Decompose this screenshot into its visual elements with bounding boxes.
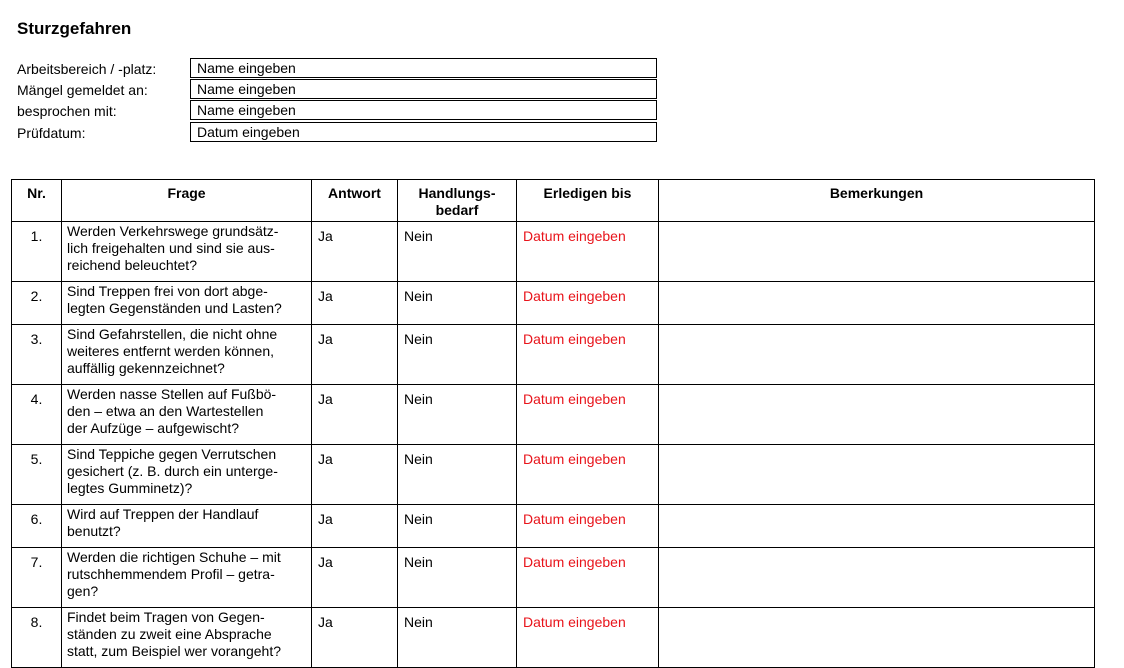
question-line: rutschhemmendem Profil – getra- <box>67 566 275 582</box>
action-needed-field[interactable]: Nein <box>398 445 517 505</box>
answer-field[interactable]: Ja <box>312 608 398 668</box>
question-line: Werden nasse Stellen auf Fußbö- <box>67 386 277 402</box>
question-line: reichend beleuchtet? <box>67 257 197 273</box>
remarks-field[interactable] <box>659 548 1095 608</box>
due-date-placeholder: Datum eingeben <box>523 511 626 527</box>
answer-field[interactable]: Ja <box>312 445 398 505</box>
row-number: 3. <box>12 325 62 385</box>
due-date-placeholder: Datum eingeben <box>523 288 626 304</box>
header-handlungsbedarf <box>398 180 517 222</box>
question-line: gen? <box>67 583 99 599</box>
maengel-gemeldet-field[interactable]: Name eingeben <box>190 79 657 99</box>
answer-field[interactable]: Ja <box>312 548 398 608</box>
row-number: 8. <box>12 608 62 668</box>
besprochen-mit-field[interactable]: Name eingeben <box>190 100 657 120</box>
question-line: legten Gegenständen und Lasten? <box>67 300 282 316</box>
action-needed-field[interactable]: Nein <box>398 505 517 548</box>
question-line: Wird auf Treppen der Handlauf <box>67 506 259 522</box>
due-date-placeholder: Datum eingeben <box>523 391 626 407</box>
table-row <box>12 222 1095 282</box>
question-line: Sind Gefahrstellen, die nicht ohne <box>67 326 278 342</box>
action-needed-field[interactable]: Nein <box>398 325 517 385</box>
header-nr: Nr. <box>12 180 62 222</box>
row-number: 5. <box>12 445 62 505</box>
meta-label-pruefdatum: Prüfdatum: <box>17 125 86 141</box>
pruefdatum-field[interactable]: Datum eingeben <box>190 122 657 142</box>
table-row <box>12 505 1095 548</box>
question-cell <box>62 325 312 385</box>
checklist-table <box>11 179 1095 668</box>
due-date-field[interactable] <box>517 385 659 445</box>
due-date-placeholder: Datum eingeben <box>523 614 626 630</box>
due-date-field[interactable] <box>517 222 659 282</box>
question-line: weiteres entfernt werden können, <box>67 343 275 359</box>
question-cell <box>62 385 312 445</box>
header-handlungsbedarf-line1: Handlungs- <box>418 185 496 201</box>
row-number: 1. <box>12 222 62 282</box>
due-date-placeholder: Datum eingeben <box>523 331 626 347</box>
action-needed-field[interactable]: Nein <box>398 282 517 325</box>
due-date-field[interactable] <box>517 445 659 505</box>
question-line: lich freigehalten und sind sie aus- <box>67 240 275 256</box>
question-line: auffällig gekennzeichnet? <box>67 360 225 376</box>
due-date-placeholder: Datum eingeben <box>523 554 626 570</box>
answer-field[interactable]: Ja <box>312 282 398 325</box>
meta-label-maengel: Mängel gemeldet an: <box>17 82 148 98</box>
table-row <box>12 445 1095 505</box>
due-date-field[interactable] <box>517 505 659 548</box>
due-date-placeholder: Datum eingeben <box>523 451 626 467</box>
question-line: ständen zu zweit eine Absprache <box>67 626 272 642</box>
question-line: Werden die richtigen Schuhe – mit <box>67 549 281 565</box>
remarks-field[interactable] <box>659 282 1095 325</box>
due-date-field[interactable] <box>517 548 659 608</box>
question-line: den – etwa an den Wartestellen <box>67 403 264 419</box>
table-row <box>12 385 1095 445</box>
header-erledigen-bis: Erledigen bis <box>517 180 659 222</box>
action-needed-field[interactable]: Nein <box>398 385 517 445</box>
question-line: der Aufzüge – aufgewischt? <box>67 420 240 436</box>
action-needed-field[interactable]: Nein <box>398 548 517 608</box>
question-cell <box>62 445 312 505</box>
table-header-row <box>12 180 1095 222</box>
question-line: statt, zum Beispiel wer vorangeht? <box>67 643 281 659</box>
arbeitsbereich-field[interactable]: Name eingeben <box>190 58 657 78</box>
question-line: gesichert (z. B. durch ein unterge- <box>67 463 278 479</box>
question-cell <box>62 608 312 668</box>
question-line: benutzt? <box>67 523 121 539</box>
remarks-field[interactable] <box>659 505 1095 548</box>
question-line: Sind Treppen frei von dort abge- <box>67 283 268 299</box>
row-number: 2. <box>12 282 62 325</box>
remarks-field[interactable] <box>659 445 1095 505</box>
remarks-field[interactable] <box>659 325 1095 385</box>
question-cell <box>62 282 312 325</box>
row-number: 4. <box>12 385 62 445</box>
page-title: Sturzgefahren <box>17 19 132 38</box>
due-date-field[interactable] <box>517 608 659 668</box>
question-cell <box>62 222 312 282</box>
answer-field[interactable]: Ja <box>312 385 398 445</box>
due-date-field[interactable] <box>517 325 659 385</box>
question-line: Sind Teppiche gegen Verrutschen <box>67 446 277 462</box>
table-row <box>12 325 1095 385</box>
question-line: Findet beim Tragen von Gegen- <box>67 609 265 625</box>
answer-field[interactable]: Ja <box>312 325 398 385</box>
remarks-field[interactable] <box>659 222 1095 282</box>
answer-field[interactable]: Ja <box>312 222 398 282</box>
table-row <box>12 282 1095 325</box>
header-bemerkungen: Bemerkungen <box>659 180 1095 222</box>
question-cell <box>62 548 312 608</box>
table-row <box>12 608 1095 668</box>
meta-label-arbeitsbereich: Arbeitsbereich / -platz: <box>17 61 157 77</box>
header-antwort: Antwort <box>312 180 398 222</box>
question-line: legtes Gumminetz)? <box>67 480 193 496</box>
action-needed-field[interactable]: Nein <box>398 608 517 668</box>
header-frage: Frage <box>62 180 312 222</box>
question-cell <box>62 505 312 548</box>
due-date-placeholder: Datum eingeben <box>523 228 626 244</box>
due-date-field[interactable] <box>517 282 659 325</box>
action-needed-field[interactable]: Nein <box>398 222 517 282</box>
remarks-field[interactable] <box>659 385 1095 445</box>
row-number: 6. <box>12 505 62 548</box>
header-handlungsbedarf-line2: bedarf <box>435 202 479 218</box>
answer-field[interactable]: Ja <box>312 505 398 548</box>
table-row <box>12 548 1095 608</box>
row-number: 7. <box>12 548 62 608</box>
meta-label-besprochen: besprochen mit: <box>17 103 117 119</box>
question-line: Werden Verkehrswege grundsätz- <box>67 223 279 239</box>
remarks-field[interactable] <box>659 608 1095 668</box>
